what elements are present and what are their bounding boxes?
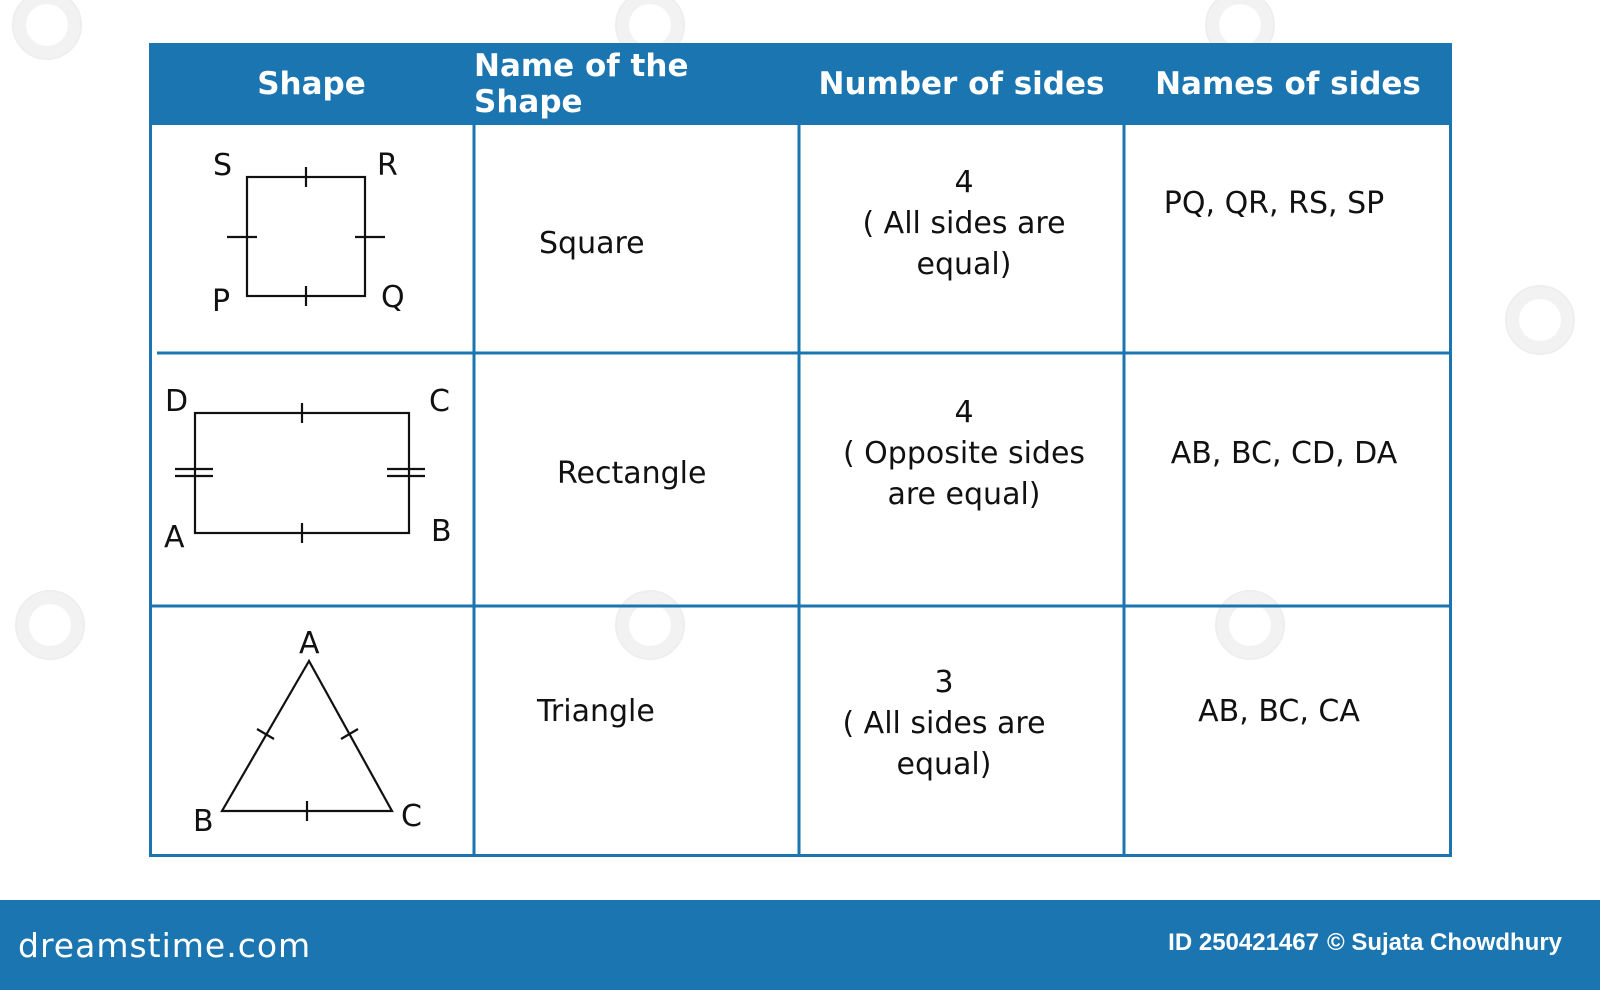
vertex-label: D [165, 384, 189, 419]
sides-note-line: ( All sides are [842, 705, 1046, 741]
vertex-label: C [401, 799, 422, 834]
vertex-label: A [299, 626, 320, 661]
vertex-label: Q [381, 280, 405, 315]
watermark-swirl [1505, 285, 1575, 355]
triangle-figure [149, 606, 474, 857]
watermark-brand: dreamstime.com [18, 926, 312, 965]
header-name-of-shape: Name of the Shape [474, 48, 689, 120]
sides-count: 4 [954, 164, 974, 200]
sides-count-cell [799, 388, 1129, 518]
sides-count: 4 [954, 394, 974, 430]
tick-mark [341, 729, 358, 739]
sides-count-cell [789, 658, 1099, 788]
rectangle-outline [195, 413, 409, 533]
square-outline [247, 177, 365, 296]
sides-note-line: are equal) [887, 476, 1041, 512]
sides-note-line: equal) [916, 246, 1012, 282]
shape-name-cell [537, 681, 717, 741]
watermark-swirl [12, 0, 82, 60]
sides-count: 3 [934, 664, 954, 700]
author-credit: © Sujata Chowdhury [1326, 929, 1562, 956]
vertex-label: B [193, 804, 214, 839]
watermark-swirl [15, 590, 85, 660]
shape-name-cell [539, 213, 699, 273]
image-id: ID 250421467 [1168, 929, 1319, 956]
side-names-cell [1124, 686, 1434, 736]
side-names: PQ, QR, RS, SP [1163, 185, 1385, 221]
side-names: AB, BC, CA [1198, 693, 1360, 729]
sides-count-cell [799, 158, 1129, 288]
side-names-cell [1124, 178, 1424, 228]
vertex-label: C [429, 384, 450, 419]
header-shape: Shape [257, 66, 366, 102]
sides-note-line: equal) [896, 746, 992, 782]
shape-name: Square [539, 225, 645, 261]
header-names-of-sides: Names of sides [1155, 66, 1421, 102]
shape-name: Triangle [537, 693, 655, 729]
vertex-label: S [213, 148, 233, 183]
vertex-label: P [212, 284, 231, 319]
square-figure [149, 125, 474, 353]
header-number-of-sides: Number of sides [818, 66, 1105, 102]
shape-name: Rectangle [557, 455, 707, 491]
watermark-credit [1168, 929, 1570, 957]
rectangle-figure [149, 353, 474, 606]
side-names: AB, BC, CD, DA [1170, 435, 1398, 471]
sides-note-line: ( All sides are [862, 205, 1066, 241]
shape-name-cell [557, 443, 737, 503]
vertex-label: R [377, 148, 398, 183]
shapes-table [149, 43, 1452, 857]
side-names-cell [1124, 428, 1444, 478]
vertex-label: A [164, 520, 185, 555]
triangle-outline [222, 661, 392, 811]
sides-note-line: ( Opposite sides [842, 435, 1086, 471]
vertex-label: B [431, 514, 452, 549]
